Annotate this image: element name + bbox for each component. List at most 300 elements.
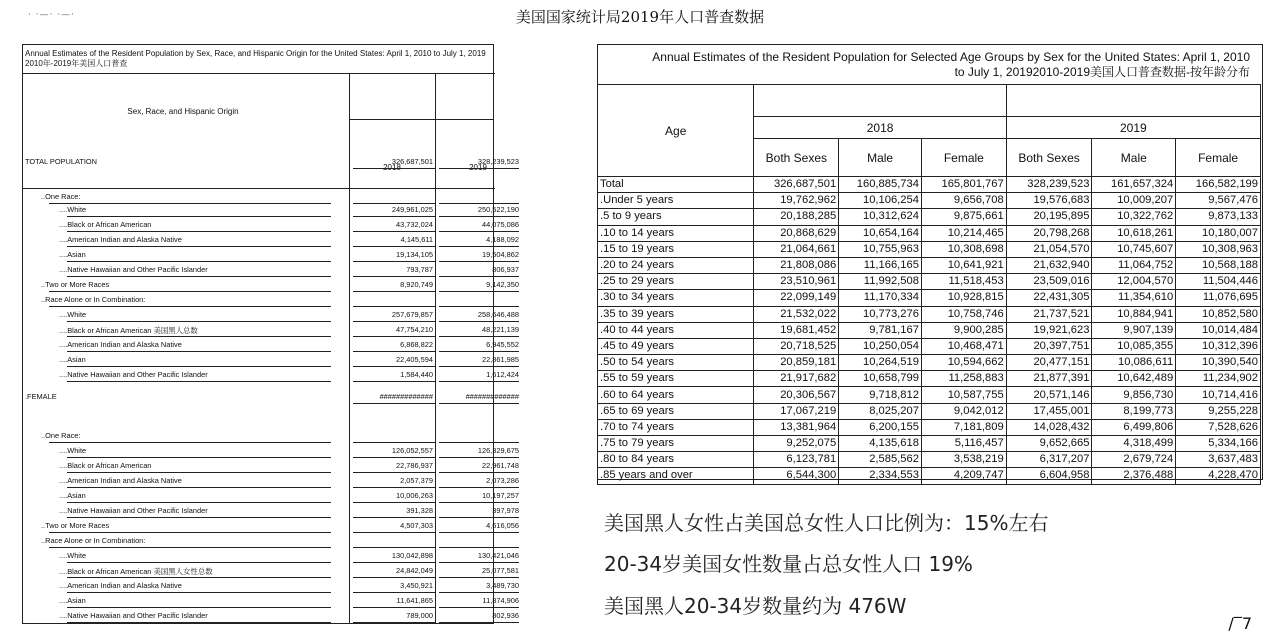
- value-2018: 793,787: [406, 265, 433, 274]
- table-cell: 10,085,355: [1092, 338, 1176, 354]
- cell-underline: [353, 246, 435, 247]
- row-label: ..Two or More Races: [41, 521, 110, 530]
- sub-header: Female: [921, 139, 1006, 177]
- table-cell: 20,718,525: [754, 338, 839, 354]
- table-row: [23, 203, 519, 218]
- cell-underline: [439, 381, 519, 382]
- table-rule: [23, 188, 495, 189]
- cell-underline: [353, 261, 435, 262]
- row-label: ..Race Alone or In Combination:: [41, 295, 146, 304]
- sub-header: Both Sexes: [754, 139, 839, 177]
- value-2018: 789,000: [406, 611, 433, 620]
- table-cell: 10,214,465: [921, 225, 1006, 241]
- table-cell: 5,334,166: [1176, 436, 1261, 452]
- table-row: [598, 403, 1261, 419]
- cell-underline: [439, 577, 519, 578]
- table-cell: 12,004,570: [1092, 274, 1176, 290]
- table-cell: 20,306,567: [754, 387, 839, 403]
- table-cell: 10,308,698: [921, 241, 1006, 257]
- row-underline: [67, 607, 331, 608]
- corner-glyph: /‾7: [1228, 614, 1252, 633]
- table-cell: 10,884,941: [1092, 306, 1176, 322]
- table-cell: 10,086,611: [1092, 355, 1176, 371]
- table-row: [23, 278, 519, 293]
- value-2018: 4,145,611: [400, 235, 433, 244]
- row-underline: [49, 306, 331, 307]
- corner-mark: · ·—· ·—·: [28, 10, 76, 20]
- age-groups-table: [597, 44, 1263, 480]
- table-cell: 10,322,762: [1092, 209, 1176, 225]
- age-label: .55 to 59 years: [598, 371, 754, 387]
- note-3: 美国黑人20-34岁数量约为 476W: [604, 594, 907, 618]
- value-2018: 1,584,440: [400, 370, 433, 379]
- row-label: ..Race Alone or In Combination:: [41, 536, 146, 545]
- cell-underline: [353, 457, 435, 458]
- age-label: .10 to 14 years: [598, 225, 754, 241]
- table-cell: 10,852,580: [1176, 306, 1261, 322]
- table-cell: 10,773,276: [839, 306, 922, 322]
- table-cell: 10,312,396: [1176, 338, 1261, 354]
- age-label: Total: [598, 177, 754, 193]
- year-header-2019: 2019: [1006, 117, 1260, 139]
- table-cell: 2,334,553: [839, 468, 922, 484]
- row-label: .FEMALE: [25, 392, 57, 401]
- table-cell: 10,106,254: [839, 193, 922, 209]
- value-2019: 6,945,552: [486, 340, 519, 349]
- table-row: [598, 371, 1261, 387]
- cell-underline: [353, 381, 435, 382]
- age-label: .25 to 29 years: [598, 274, 754, 290]
- value-2018: 8,920,749: [400, 280, 433, 289]
- table-row: [598, 355, 1261, 371]
- table-cell: 13,381,964: [754, 419, 839, 435]
- age-label: .70 to 74 years: [598, 419, 754, 435]
- row-label: ....Asian: [59, 491, 86, 500]
- row-label: ....White: [59, 551, 87, 560]
- table-cell: 17,067,219: [754, 403, 839, 419]
- row-underline: [67, 366, 331, 367]
- value-2018: 130,042,898: [391, 551, 433, 560]
- cell-underline: [439, 321, 519, 322]
- table-cell: 11,354,610: [1092, 290, 1176, 306]
- table-cell: 10,658,799: [839, 371, 922, 387]
- cell-underline: [439, 472, 519, 473]
- value-2018: 6,868,822: [400, 340, 433, 349]
- age-table: [597, 84, 1261, 485]
- table-cell: 10,587,755: [921, 387, 1006, 403]
- table-cell: 10,312,624: [839, 209, 922, 225]
- year-spacer: [754, 85, 1006, 117]
- value-2019: 258,646,488: [477, 310, 519, 319]
- cell-underline: [439, 291, 519, 292]
- note-1: 美国黑人女性占美国总女性人口比例为：15%左右: [604, 511, 1049, 535]
- table-cell: 10,468,471: [921, 338, 1006, 354]
- table-cell: 10,009,207: [1092, 193, 1176, 209]
- table-row: [23, 609, 519, 624]
- table-rule: [23, 73, 495, 74]
- table-cell: 21,054,570: [1006, 241, 1092, 257]
- cell-underline: [439, 216, 519, 217]
- cell-underline: [439, 246, 519, 247]
- row-label: ....Asian: [59, 250, 86, 259]
- row-label: ....Native Hawaiian and Other Pacific Islander: [59, 265, 208, 274]
- table-row: [598, 193, 1261, 209]
- table-cell: 21,877,391: [1006, 371, 1092, 387]
- table-cell: 9,567,476: [1176, 193, 1261, 209]
- cell-underline: [353, 442, 435, 443]
- cell-underline: [353, 291, 435, 292]
- cell-underline: [439, 276, 519, 277]
- table-row: [598, 322, 1261, 338]
- table-cell: 6,317,207: [1006, 452, 1092, 468]
- table-row: [23, 368, 519, 383]
- year-header-2018: 2018: [754, 117, 1006, 139]
- table-cell: 9,042,012: [921, 403, 1006, 419]
- cell-underline: [439, 487, 519, 488]
- value-2018: 391,328: [406, 506, 433, 515]
- table-cell: 8,199,773: [1092, 403, 1176, 419]
- table-cell: 19,921,623: [1006, 322, 1092, 338]
- row-underline: [67, 592, 331, 593]
- age-label: .85 years and over: [598, 468, 754, 484]
- row-underline: [67, 246, 331, 247]
- value-2019: 11,874,906: [482, 596, 519, 605]
- age-label: .80 to 84 years: [598, 452, 754, 468]
- sub-header: Both Sexes: [1006, 139, 1092, 177]
- table-row: [23, 504, 519, 519]
- row-label: ..Two or More Races: [41, 280, 110, 289]
- table-cell: 10,714,416: [1176, 387, 1261, 403]
- cell-underline: [353, 502, 435, 503]
- cell-underline: [353, 336, 435, 337]
- table-cell: 20,195,895: [1006, 209, 1092, 225]
- row-underline: [67, 457, 331, 458]
- table-cell: 6,544,300: [754, 468, 839, 484]
- row-label: ....Native Hawaiian and Other Pacific Islander: [59, 611, 208, 620]
- sub-header: Male: [1092, 139, 1176, 177]
- table-cell: 9,255,228: [1176, 403, 1261, 419]
- table-row: [598, 306, 1261, 322]
- table-cell: 166,582,199: [1176, 177, 1261, 193]
- row-underline: [67, 231, 331, 232]
- row-underline: [67, 276, 331, 277]
- column-header-origin: Sex, Race, and Hispanic Origin: [127, 107, 239, 116]
- table-row: [23, 444, 519, 459]
- value-2019: 22,961,748: [482, 461, 519, 470]
- cell-underline: [353, 517, 435, 518]
- table-row: [23, 323, 519, 338]
- table-cell: 20,188,285: [754, 209, 839, 225]
- table-cell: 4,318,499: [1092, 436, 1176, 452]
- row-label: ....White: [59, 446, 87, 455]
- table-cell: 326,687,501: [754, 177, 839, 193]
- cell-underline: [439, 517, 519, 518]
- cell-underline: [353, 547, 435, 548]
- table-cell: 9,652,665: [1006, 436, 1092, 452]
- table-cell: 21,064,661: [754, 241, 839, 257]
- table-row: [598, 257, 1261, 273]
- age-label: .60 to 64 years: [598, 387, 754, 403]
- note-2: 20-34岁美国女性数量占总女性人口 19%: [604, 552, 973, 576]
- cell-underline: [439, 592, 519, 593]
- cell-underline: [353, 577, 435, 578]
- row-label: ..One Race:: [41, 431, 81, 440]
- table-cell: 10,250,054: [839, 338, 922, 354]
- table-row: [598, 338, 1261, 354]
- cell-underline: [439, 261, 519, 262]
- value-2018: 19,134,105: [396, 250, 433, 259]
- row-label: ....Native Hawaiian and Other Pacific Islander: [59, 506, 208, 515]
- value-2018: 326,687,501: [391, 157, 433, 166]
- table-cell: 4,209,747: [921, 468, 1006, 484]
- table-cell: 10,568,188: [1176, 257, 1261, 273]
- cell-underline: [439, 457, 519, 458]
- cell-underline: [439, 607, 519, 608]
- row-underline: [67, 517, 331, 518]
- table-cell: 10,264,519: [839, 355, 922, 371]
- cell-underline: [353, 562, 435, 563]
- value-2018: 24,842,049: [396, 566, 433, 575]
- row-underline: [67, 351, 331, 352]
- table-row: [598, 290, 1261, 306]
- row-underline: [67, 216, 331, 217]
- row-label: ....American Indian and Alaska Native: [59, 340, 182, 349]
- row-underline: [67, 381, 331, 382]
- sub-header: Male: [839, 139, 922, 177]
- table-cell: 10,654,164: [839, 225, 922, 241]
- cell-underline: [439, 403, 519, 404]
- row-label: ....American Indian and Alaska Native: [59, 235, 182, 244]
- table-row: [598, 177, 1261, 193]
- row-label: ....Black or African American: [59, 220, 152, 229]
- row-underline: [49, 442, 331, 443]
- age-header: Age: [598, 85, 754, 177]
- table-cell: 20,859,181: [754, 355, 839, 371]
- table-cell: 10,642,489: [1092, 371, 1176, 387]
- race-sex-table-caption: Annual Estimates of the Resident Population by Sex, Race, and Hispanic Origin for the United States: April 1, 2010 to July 1, 2019 2010年-2019年美国人口普查: [25, 49, 486, 68]
- table-cell: 19,681,452: [754, 322, 839, 338]
- table-cell: 19,576,683: [1006, 193, 1092, 209]
- row-label: ....American Indian and Alaska Native: [59, 581, 182, 590]
- row-label: ....Asian: [59, 596, 86, 605]
- table-cell: 9,875,661: [921, 209, 1006, 225]
- age-label: .65 to 69 years: [598, 403, 754, 419]
- value-2018: 10,006,263: [396, 491, 433, 500]
- table-row: [23, 248, 519, 263]
- table-row: [23, 429, 495, 444]
- table-cell: 10,618,261: [1092, 225, 1176, 241]
- value-2019: 10,197,257: [482, 491, 519, 500]
- table-cell: 2,585,562: [839, 452, 922, 468]
- value-2019: 19,504,862: [482, 250, 519, 259]
- table-cell: 5,116,457: [921, 436, 1006, 452]
- row-label: ....Asian: [59, 355, 86, 364]
- value-2018: 22,786,937: [396, 461, 433, 470]
- age-groups-table-caption: [598, 50, 1258, 80]
- table-cell: 23,510,961: [754, 274, 839, 290]
- cell-underline: [439, 562, 519, 563]
- table-cell: 9,252,075: [754, 436, 839, 452]
- value-2018: 3,450,921: [400, 581, 433, 590]
- table-cell: 11,170,334: [839, 290, 922, 306]
- table-cell: 6,499,806: [1092, 419, 1176, 435]
- table-cell: 7,181,809: [921, 419, 1006, 435]
- row-underline: [67, 336, 331, 337]
- table-cell: 20,397,751: [1006, 338, 1092, 354]
- value-2018: 2,057,379: [400, 476, 433, 485]
- table-cell: 22,099,149: [754, 290, 839, 306]
- table-cell: 4,228,470: [1176, 468, 1261, 484]
- table-cell: 14,028,432: [1006, 419, 1092, 435]
- row-label: ....American Indian and Alaska Native: [59, 476, 182, 485]
- table-cell: 11,166,165: [839, 257, 922, 273]
- table-cell: 4,135,618: [839, 436, 922, 452]
- row-underline: [49, 547, 331, 548]
- table-cell: 9,856,730: [1092, 387, 1176, 403]
- table-row: [23, 579, 519, 594]
- row-label: TOTAL POPULATION: [25, 157, 98, 166]
- table-cell: 17,455,001: [1006, 403, 1092, 419]
- table-row: [23, 263, 519, 278]
- row-label: ..One Race:: [41, 192, 81, 201]
- table-cell: 20,477,151: [1006, 355, 1092, 371]
- table-cell: 11,992,508: [839, 274, 922, 290]
- table-row: [598, 419, 1261, 435]
- table-cell: 11,064,752: [1092, 257, 1176, 273]
- cell-underline: [353, 472, 435, 473]
- value-2018: #############: [379, 392, 433, 401]
- table-row: [598, 468, 1261, 484]
- row-underline: [67, 487, 331, 488]
- value-2019: 48,221,139: [482, 325, 519, 334]
- caption-line-2: to July 1, 20192010-2019美国人口普查数据-按年龄分布: [954, 65, 1250, 79]
- value-2019: #############: [465, 392, 519, 401]
- value-2019: 1,612,424: [486, 370, 519, 379]
- row-underline: [67, 321, 331, 322]
- table-cell: 9,656,708: [921, 193, 1006, 209]
- row-underline: [67, 472, 331, 473]
- cell-underline: [439, 336, 519, 337]
- table-cell: 10,180,007: [1176, 225, 1261, 241]
- table-cell: 10,594,662: [921, 355, 1006, 371]
- table-cell: 165,801,767: [921, 177, 1006, 193]
- cell-underline: [439, 502, 519, 503]
- table-row: [598, 452, 1261, 468]
- table-cell: 10,755,963: [839, 241, 922, 257]
- table-cell: 7,528,626: [1176, 419, 1261, 435]
- cell-underline: [353, 321, 435, 322]
- table-row: [23, 390, 519, 405]
- table-row: [23, 293, 495, 308]
- table-cell: 20,798,268: [1006, 225, 1092, 241]
- cell-underline: [439, 622, 519, 623]
- row-label: ....Black or African American 美国黑人总数: [59, 326, 198, 335]
- cell-underline: [353, 351, 435, 352]
- table-row: [23, 459, 519, 474]
- table-cell: 11,504,446: [1176, 274, 1261, 290]
- age-label: .Under 5 years: [598, 193, 754, 209]
- table-row: [598, 241, 1261, 257]
- value-2019: 3,489,730: [486, 581, 519, 590]
- table-cell: 11,258,883: [921, 371, 1006, 387]
- value-2019: 9,142,350: [486, 280, 519, 289]
- age-label: .30 to 34 years: [598, 290, 754, 306]
- table-cell: 19,762,962: [754, 193, 839, 209]
- table-cell: 328,239,523: [1006, 177, 1092, 193]
- value-2019: 802,936: [492, 611, 519, 620]
- table-cell: 2,679,724: [1092, 452, 1176, 468]
- table-row: [598, 274, 1261, 290]
- race-sex-table: [22, 44, 519, 624]
- cell-underline: [353, 592, 435, 593]
- table-cell: 11,234,902: [1176, 371, 1261, 387]
- table-cell: 6,123,781: [754, 452, 839, 468]
- table-cell: 9,718,812: [839, 387, 922, 403]
- row-underline: [67, 502, 331, 503]
- value-2019: 44,075,086: [482, 220, 519, 229]
- table-cell: 23,509,016: [1006, 274, 1092, 290]
- table-row: [598, 225, 1261, 241]
- cell-underline: [353, 306, 435, 307]
- cell-underline: [439, 306, 519, 307]
- table-cell: 9,907,139: [1092, 322, 1176, 338]
- column-header-2019: 2019: [469, 163, 487, 172]
- value-2018: 11,641,865: [396, 596, 433, 605]
- row-underline: [67, 261, 331, 262]
- table-row: [23, 353, 519, 368]
- table-row: [23, 474, 519, 489]
- value-2018: 249,961,025: [391, 205, 433, 214]
- table-cell: 10,390,540: [1176, 355, 1261, 371]
- table-cell: 21,532,022: [754, 306, 839, 322]
- table-cell: 6,200,155: [839, 419, 922, 435]
- table-cell: 11,076,695: [1176, 290, 1261, 306]
- age-label: .35 to 39 years: [598, 306, 754, 322]
- cell-underline: [353, 231, 435, 232]
- caption-line-1: Annual Estimates of the Resident Population for Selected Age Groups by Sex for the United States: April 1, 2010: [652, 50, 1250, 64]
- row-underline: [49, 291, 331, 292]
- table-cell: 161,657,324: [1092, 177, 1176, 193]
- table-cell: 10,014,484: [1176, 322, 1261, 338]
- value-2019: 4,616,056: [486, 521, 519, 530]
- table-rule: [350, 119, 493, 120]
- table-cell: 21,737,521: [1006, 306, 1092, 322]
- value-2018: 126,052,557: [391, 446, 433, 455]
- row-label: ....Black or African American: [59, 461, 152, 470]
- row-label: ....White: [59, 205, 87, 214]
- cell-underline: [353, 403, 435, 404]
- cell-underline: [439, 168, 519, 169]
- table-cell: 8,025,207: [839, 403, 922, 419]
- cell-underline: [353, 276, 435, 277]
- table-cell: 9,873,133: [1176, 209, 1261, 225]
- value-2018: 22,405,594: [396, 355, 433, 364]
- table-row: [23, 519, 519, 534]
- cell-underline: [439, 442, 519, 443]
- value-2019: 250,522,190: [477, 205, 519, 214]
- table-cell: 20,571,146: [1006, 387, 1092, 403]
- table-cell: 22,431,305: [1006, 290, 1092, 306]
- table-cell: 21,808,086: [754, 257, 839, 273]
- table-cell: 3,538,219: [921, 452, 1006, 468]
- year-spacer: [1006, 85, 1260, 117]
- value-2019: 806,937: [492, 265, 519, 274]
- table-row: [598, 436, 1261, 452]
- table-cell: 10,758,746: [921, 306, 1006, 322]
- table-cell: 11,518,453: [921, 274, 1006, 290]
- table-cell: 6,604,958: [1006, 468, 1092, 484]
- cell-underline: [439, 231, 519, 232]
